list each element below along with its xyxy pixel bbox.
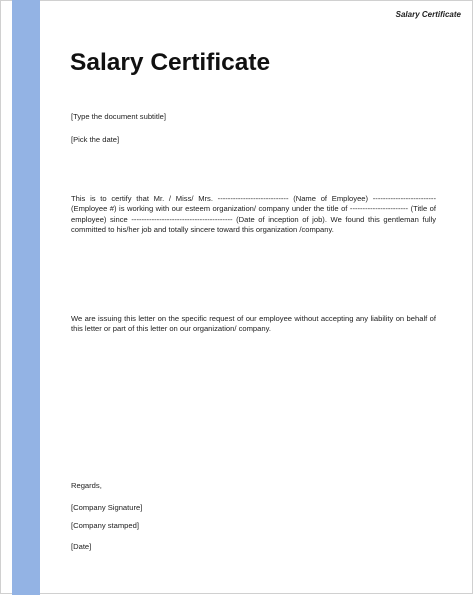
running-header: Salary Certificate [395, 10, 461, 19]
company-signature-placeholder[interactable]: [Company Signature] [71, 503, 143, 512]
subtitle-placeholder[interactable]: [Type the document subtitle] [71, 112, 166, 121]
regards-text: Regards, [71, 481, 102, 490]
company-stamp-placeholder[interactable]: [Company stamped] [71, 521, 139, 530]
liability-paragraph: We are issuing this letter on the specific request of our employee without accepting any liability on behalf of this letter or part of this letter on our organization/ company. [71, 314, 436, 334]
document-title[interactable]: Salary Certificate [70, 49, 271, 76]
date-placeholder[interactable]: [Pick the date] [71, 135, 120, 144]
certification-paragraph: This is to certify that Mr. / Miss/ Mrs. ---------------------------- (Name of Employee) ------------------------- (Employee #) is working with our esteem organization/ company under the title of ----------------------- (Title of employee) since ---------------------------------------- (Date of inception of job). We found this gentleman fully committed to his/her job and totally sincere toward this organization /company. [71, 194, 436, 235]
decorative-side-bar [12, 0, 40, 595]
closing-date-placeholder[interactable]: [Date] [71, 542, 92, 551]
